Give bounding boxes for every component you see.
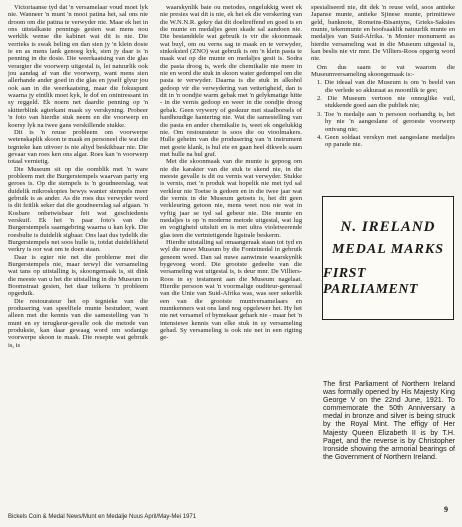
paragraph: Daar is egter nie net die probleme met die Burgerstempels nie, maar terwyl die versameling wat tans op uitstalling is, skoongemaak is, sit dink die meeste van u het die uitstalling in die Museum in Boomstraat gesien, het daar telkens 'n probleem opgeduik. bbox=[8, 253, 148, 298]
summary-intro: Om dus saam te vat waarom die Museumversameling skoongemaak is:- bbox=[311, 63, 455, 79]
list-item: 2. Die Museum vertoon nie onnoglike vuil, stukkende goed aan die publiek nie; bbox=[317, 95, 455, 110]
paragraph: Dit is 'n reuse probleem om voorwerpe wetenskaplik skoon te maak en personeel die wat die tegnieke kan uitvoer is nie altyd beskikbaar nie. Die gevaar van roes ken ons algar. Roes kan 'n voorwerp totaal vernietig. bbox=[8, 128, 148, 166]
headline-photo bbox=[322, 196, 454, 320]
list-item: 1. Die ideaal van die Museum is om 'n beeld van die verlede so akkuraat as moontlik te gee; bbox=[317, 79, 455, 94]
list-item: 3. Toe 'n medalje aan 'n persoon oorhandig is, het hy nie 'n aangeslane of geroeste voorwerp ontvang nie; bbox=[317, 110, 455, 133]
headline-line-3: FIRST PARLIAMENT bbox=[323, 265, 418, 297]
article-column-3 bbox=[311, 4, 455, 164]
paragraph: Met die skoonmaak van die munte is gepoog om nie die karakter van die stuk te skend nie, in die meeste gevalle is dit ou vernis wat verwyder. Stukke is vernis, met 'n produk wat hopelik nie met tyd sal verkleur nie Toetse is gedoen en in die twee jaar wat die vernis in die Museum getoets is, het dit geen verkleuring getoon nie, mens weet nou nie wat in vyftig jaar se tyd sal gebeur nie. Die munte en medaljes is op 'n moderne metode uitgestal, wat lug en vogtigheid uitsluit en is met ultra violetwerende glas teen die vertnietigende ligstrale beskerm. bbox=[160, 158, 302, 239]
page-footer: Bickels Coin & Medal News/Munt en Medalje Nuus April/May-Mei 1971 bbox=[8, 514, 197, 520]
list-item: 4. Geen soldaat verskyn met aangeslane medaljes op parade nie. bbox=[317, 133, 455, 149]
paragraph: waarskynlik baie ou metodes, ongelukkig weet ek nie presies wat dit is nie, ek het ek die verskering van die W.N.N.R. gekry dat dit doeltreffend en goed is en die munte en medaljes geen skade sal aandoen nie. Die bestanddele wat gebruik is vir die skoonmaak wat buyl, om ou verns sag te maak en te verwyder, sinkoksied (ZNO) wat gebruik is om 'n klein pasta te maak wat op die munte en medaljes gesit is. Sodra die pasta droog is, werk die chemikalie nie meer in nie en word die stuk in skoon water gedompel om die pasta te verwyder. Daarna is die stuk in alkohol gedoop vir die verwydering van vetterigheid, dan is dit in 'n oondjie warm gebak met 'n gelykmatige hitte - in die vernis gedoop en weer in die oondjie droog gebak. Geen vrywery of geskuur met staalborsels of hardhoudige hantering nie. Wat die samestelling van die pasta en ander chemikalie is, weet ek ongelukkig nie. Om restourateur is soos die ou vioolmakers. Hulle geheim van die produsering van 'n instrument met goeie klank, is hul eie en gaan heel dikwels saam met hulle na hul graf. bbox=[160, 4, 302, 158]
page-number: 9 bbox=[444, 505, 448, 514]
paragraph: spesialiseerd nie, dit dek 'n reuse veld, soos antieke Japanse munte, antieke Sjinese munte, primitiewe geld, banknote, Romeins-Bisantyns, Grieks-Saksies munte, tekenmunte en hoofsaaklik natuurlik munte en medaljes van Suid-Afrika. 'n Monier monument as hierdie versameling wat in die Museum uitgestal is, kan beslis nie vir mnr. De Villiers-Roos opgerig word nie. bbox=[311, 4, 455, 63]
article-column-1 bbox=[8, 4, 148, 512]
paragraph: Die restourateur het op tegnieke van die produsering van speelfiele munte bestudeer, want alleen met die kennis van die samestelling van 'n munt en sy terugkeur-gevalle ook die metode van produksie, kan daar gewaag word om sodanige voorwerpe skoon te maak. Die resepte wat gebruik is, is bbox=[8, 297, 148, 349]
paragraph: Hierdie uitstalling sal omaangeraak staan tot tyd en wyl die nuwe Museum by die Fonteinedal in gebruik geneem word. Dan sal nuwe aanwinste waarskynlik bygevoeg word. Die grootste gedeelte van die versameling wat uitgestal is, is deur mnr. De Villiers-Roos in sy testament aan die Museum nagelaat. Hierdie persoon wat 'n voormalige ouditeur-generaal van die Unie van Suid-Afrika was, was seer sekerlik een van die grootste muntversamelaars en muntkenners wat ons land nog opgelewer het. Hy het nie net versamel of bymekaar gehark nie - maar het 'n intensiewe kennis van elke stuk in sy versameling gehad. Sy versameling is ook nie net in een rigting ge- bbox=[160, 239, 302, 342]
paragraph: Victoriaanse tyd dat 'n versamelaar voud moet lyk nie. Wanneer 'n munt 'n mooi patina het, sal ons nie droom om die patina te verwyder nie. Maar ek het in ons uitstalkaste pennings gesien wat mens nou werklik wense die kabinet wat dit is nie. Die verrieks is swak beling en dan sien jy 'n klein dosie ie en as mens lank genoeg kyk, sien jy daar is 'n penning in die dosie. Die weerkaatsing van die glas verargter die voorwerp uitgestal is, lei natuurlik ook jou aandag af van die voorwerp, want mens sien allerhande ander goed in die glas en jyself glyur jou ook aan in die weerkaatsing, maar die fokuspunt waarna jy eintlik moet kyk, le dof en onintressant in sy reggeld. Ek noem net daardie penning op 'n skitterblink agterkant maak sy verskyning. Probeer 'n foto van hierdie stuk neem en die voorwerp en koersy lyk na twee gans verskillende stukke. bbox=[8, 4, 148, 129]
paragraph: Die Museum sit op die oomblik met 'n ware probleem met die Burgerstempels waarvan party erg geroes is. Op die stempels is 'n goudneerslag, wat duidelik mikroskopies bewys wanter stempels meer gebruik is as ander. As die roes dus verwyder word is dit feitlik seker dat die goudneerslag sal afgaan. 'n Kosbare onbetwisbaar feit wat geschiedenis verskuif. Ek het 'n paar foto's van die Burgerstempels saamgebring waarna u kan kyk. Die roesbulte is duidelik sigbaar. Ons laat dus tydelik die Burgerstempels net soos hulle is, totdat duidelikheid verkry is oor wat om te doen staan. bbox=[8, 165, 148, 254]
news-caption: The first Parliament of Northern Ireland was formally opened by His Majesty King George V on the 22nd June, 1921. To commemorate the 50th Anniversary a medal in bronze and silver is being struck by the Royal Mint. The effigy of Her Majesty Queen Elizabeth II is by T.H. Paget, and the reverse is by Christopher Ironside showing the armorial bearings of the Government of Northern Ireland. bbox=[323, 380, 455, 461]
headline-line-1: N. IRELAND bbox=[340, 218, 436, 235]
headline-line-2: MEDAL MARKS bbox=[331, 241, 444, 257]
article-column-2 bbox=[160, 4, 302, 512]
